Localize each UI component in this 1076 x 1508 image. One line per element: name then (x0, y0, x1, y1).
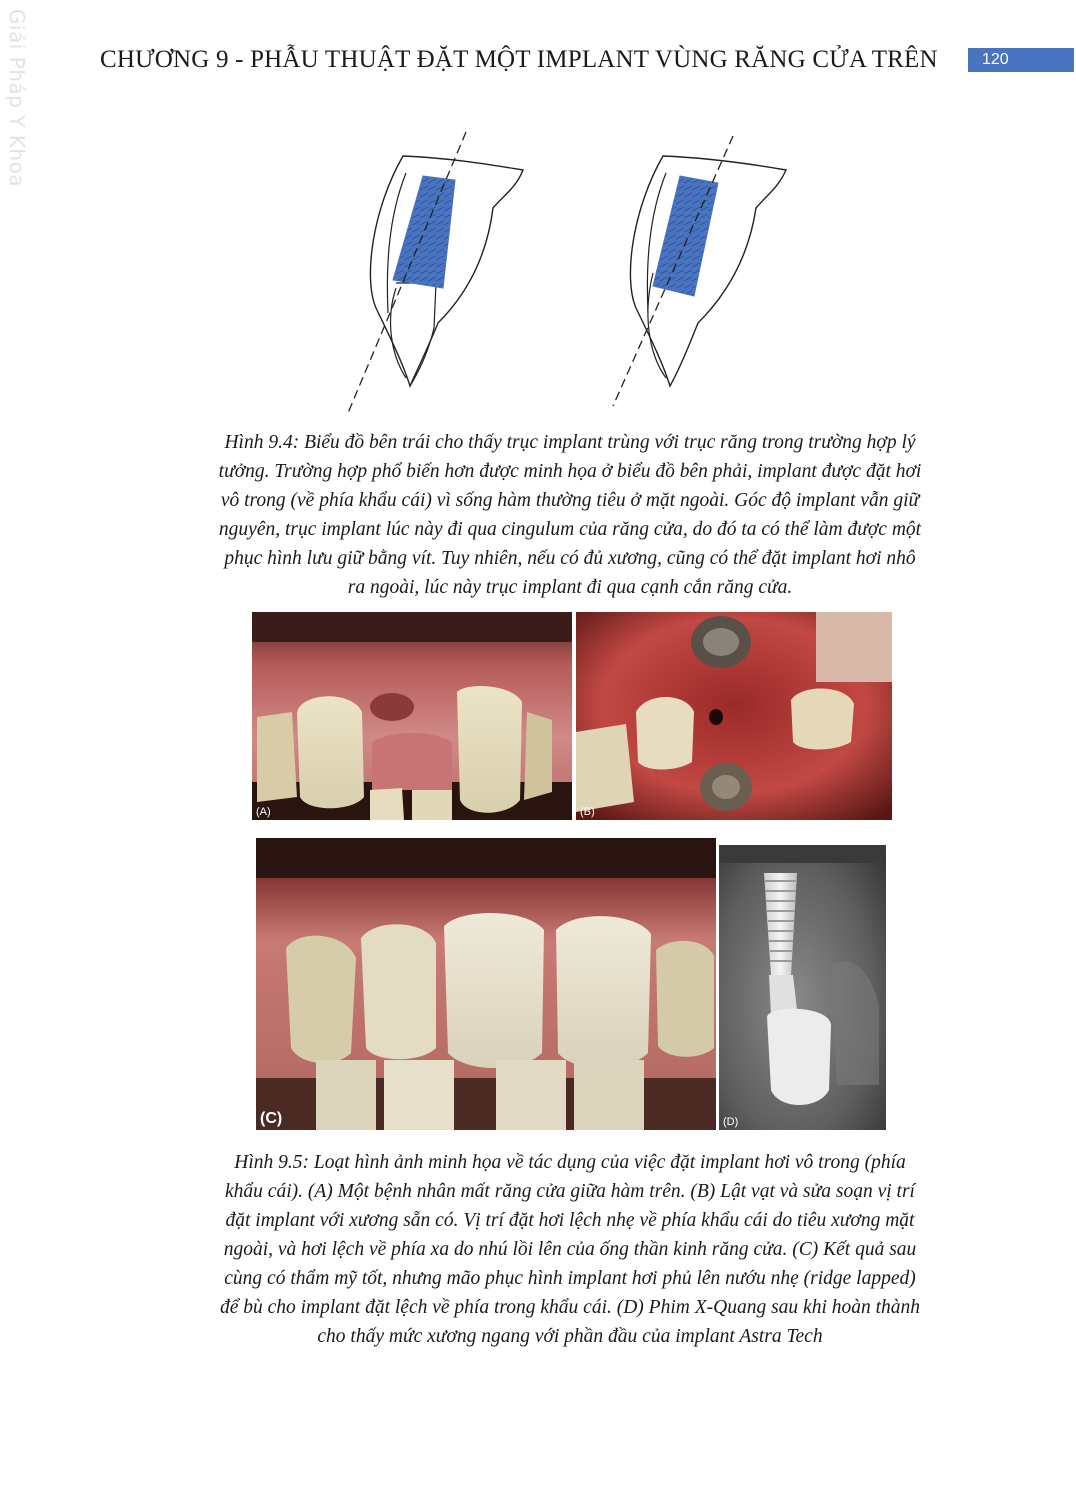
caption-line: vô trong (về phía khẩu cái) vì sống hàm thường tiêu ở mặt ngoài. Góc độ implant vẫn giữ (220, 490, 920, 511)
caption-line: khẩu cái). (A) Một bệnh nhân mất răng cửa giữa hàm trên. (B) Lật vạt và sửa soạn vị trí (225, 1181, 915, 1202)
photo-b-label: (B) (580, 806, 595, 818)
photo-d-xray (719, 845, 886, 1130)
diagram-palatal-placement (613, 136, 786, 406)
photo-c-label: (C) (260, 1110, 283, 1127)
chapter-title: CHƯƠNG 9 - PHẪU THUẬT ĐẶT MỘT IMPLANT VÙNG RĂNG CỬA TRÊN (100, 46, 938, 73)
caption-line: ngoài, và hơi lệch về phía xa do nhú lồi lên của ống thần kinh răng cửa. (C) Kết quả sau (223, 1239, 917, 1260)
caption-line: để bù cho implant đặt lệch về phía trong khẩu cái. (D) Phim X-Quang sau khi hoàn thành (219, 1297, 921, 1318)
caption-line: cùng có thẩm mỹ tốt, nhưng mão phục hình implant hơi phủ lên nướu nhẹ (ridge lapped) (224, 1268, 916, 1289)
caption-line: phục hình lưu giữ bằng vít. Tuy nhiên, nếu có đủ xương, cũng có thể đặt implant hơi nhô (224, 548, 916, 569)
diagram-ideal-axis (348, 132, 523, 413)
photo-c-image (256, 838, 716, 1130)
photo-a-label: (A) (256, 806, 271, 818)
caption-line: ra ngoài, lúc này trục implant đi qua cạnh cắn răng cửa. (347, 577, 793, 598)
caption-line: đặt implant với xương sẵn có. Vị trí đặt hơi lệch nhẹ về phía khẩu cái do tiêu xương mặt (225, 1210, 915, 1231)
photo-d-image (719, 845, 886, 1130)
photo-b-flap-surgery (576, 612, 892, 820)
caption-line: cho thấy mức xương ngang với phần đầu của implant Astra Tech (317, 1326, 823, 1347)
photo-d-label: (D) (723, 1116, 739, 1128)
caption-line: tưởng. Trường hợp phổ biến hơn được minh họa ở biểu đồ bên phải, implant được đặt hơi (218, 461, 922, 482)
side-watermark-text: Giải Pháp Y Khoa (5, 8, 29, 188)
caption-line: Hình 9.4: Biểu đồ bên trái cho thấy trục implant trùng với trục răng trong trường hợp lý (224, 432, 916, 453)
figure-9-5-caption (170, 1148, 970, 1351)
caption-line: Hình 9.5: Loạt hình ảnh minh họa về tác dụng của việc đặt implant hơi vô trong (phía (234, 1152, 906, 1173)
page-number-badge: 120 (968, 48, 1074, 72)
side-watermark (4, 8, 30, 188)
figure-9-4-caption (170, 428, 970, 602)
photo-a-image (252, 612, 572, 820)
figure-9-4-diagram (348, 128, 788, 413)
photo-a-missing-incisor (252, 612, 572, 820)
photo-b-image (576, 612, 892, 820)
caption-line: nguyên, trục implant lúc này đi qua cingulum của răng cửa, do đó ta có thể làm được một (218, 519, 922, 540)
photo-c-final-result (256, 838, 716, 1130)
